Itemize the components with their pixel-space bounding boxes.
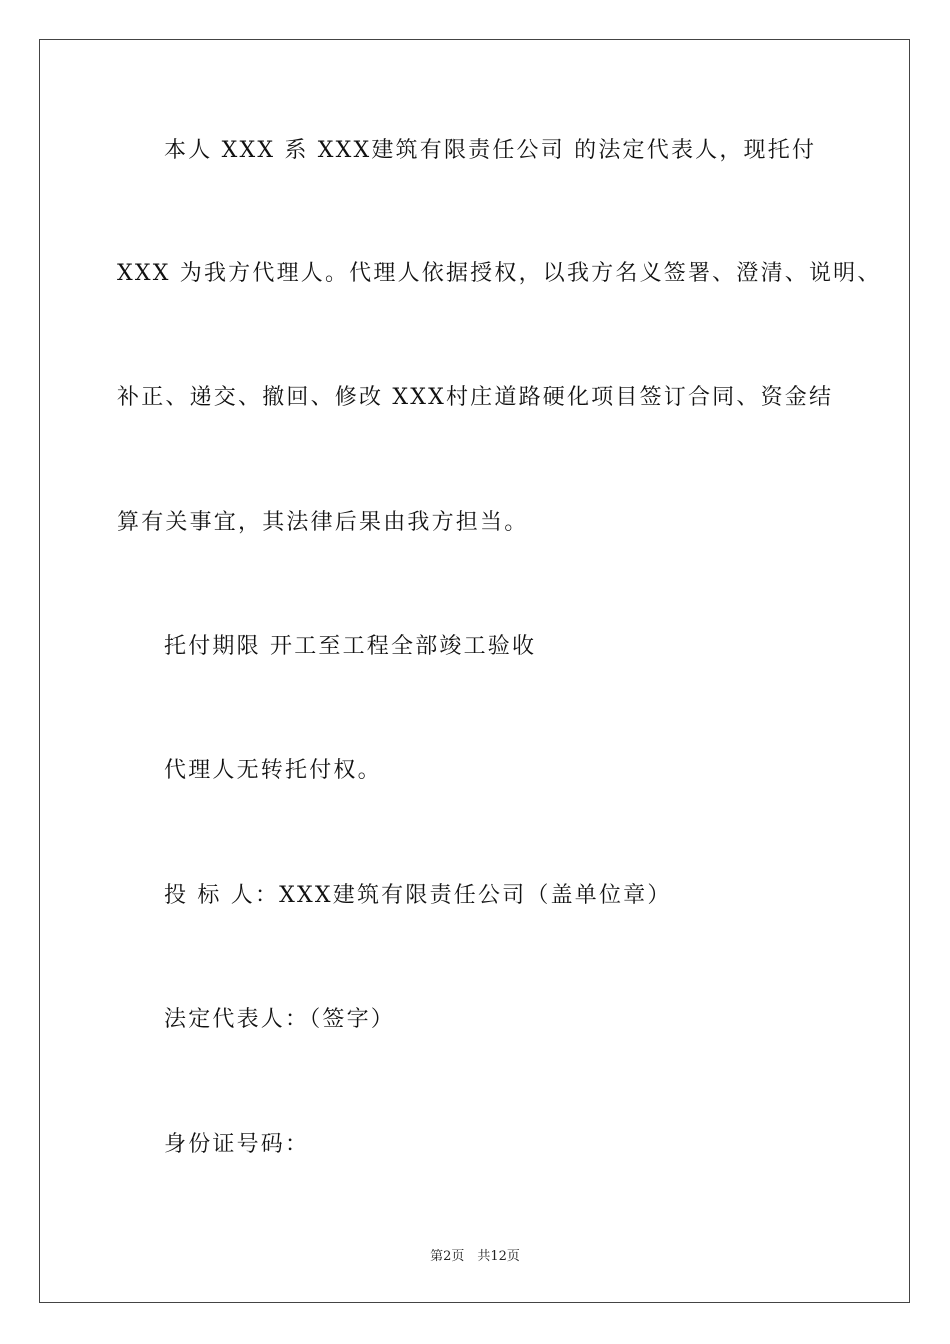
paragraph-authorization-line-1: 本人 XXX 系 XXX建筑有限责任公司 的法定代表人，现托付 [164, 138, 817, 163]
page-number-footer: 第2页 共12页 [430, 1249, 520, 1264]
paragraph-authorization-line-2: XXX 为我方代理人。代理人依据授权，以我方名义签署、澄清、说明、 [117, 261, 882, 286]
paragraph-authorization-line-3: 补正、递交、撤回、修改 XXX村庄道路硬化项目签订合同、资金结 [117, 385, 834, 410]
id-number-line: 身份证号码： [164, 1132, 310, 1157]
paragraph-authorization-line-4: 算有关事宜，其法律后果由我方担当。 [117, 510, 529, 535]
no-subdelegation-clause: 代理人无转托付权。 [164, 758, 382, 783]
entrustment-period: 托付期限 开工至工程全部竣工验收 [164, 634, 537, 659]
bidder-line: 投 标 人：XXX建筑有限责任公司（盖单位章） [164, 883, 672, 908]
page-border [39, 39, 910, 1303]
legal-representative-line: 法定代表人：（签字） [164, 1007, 396, 1032]
